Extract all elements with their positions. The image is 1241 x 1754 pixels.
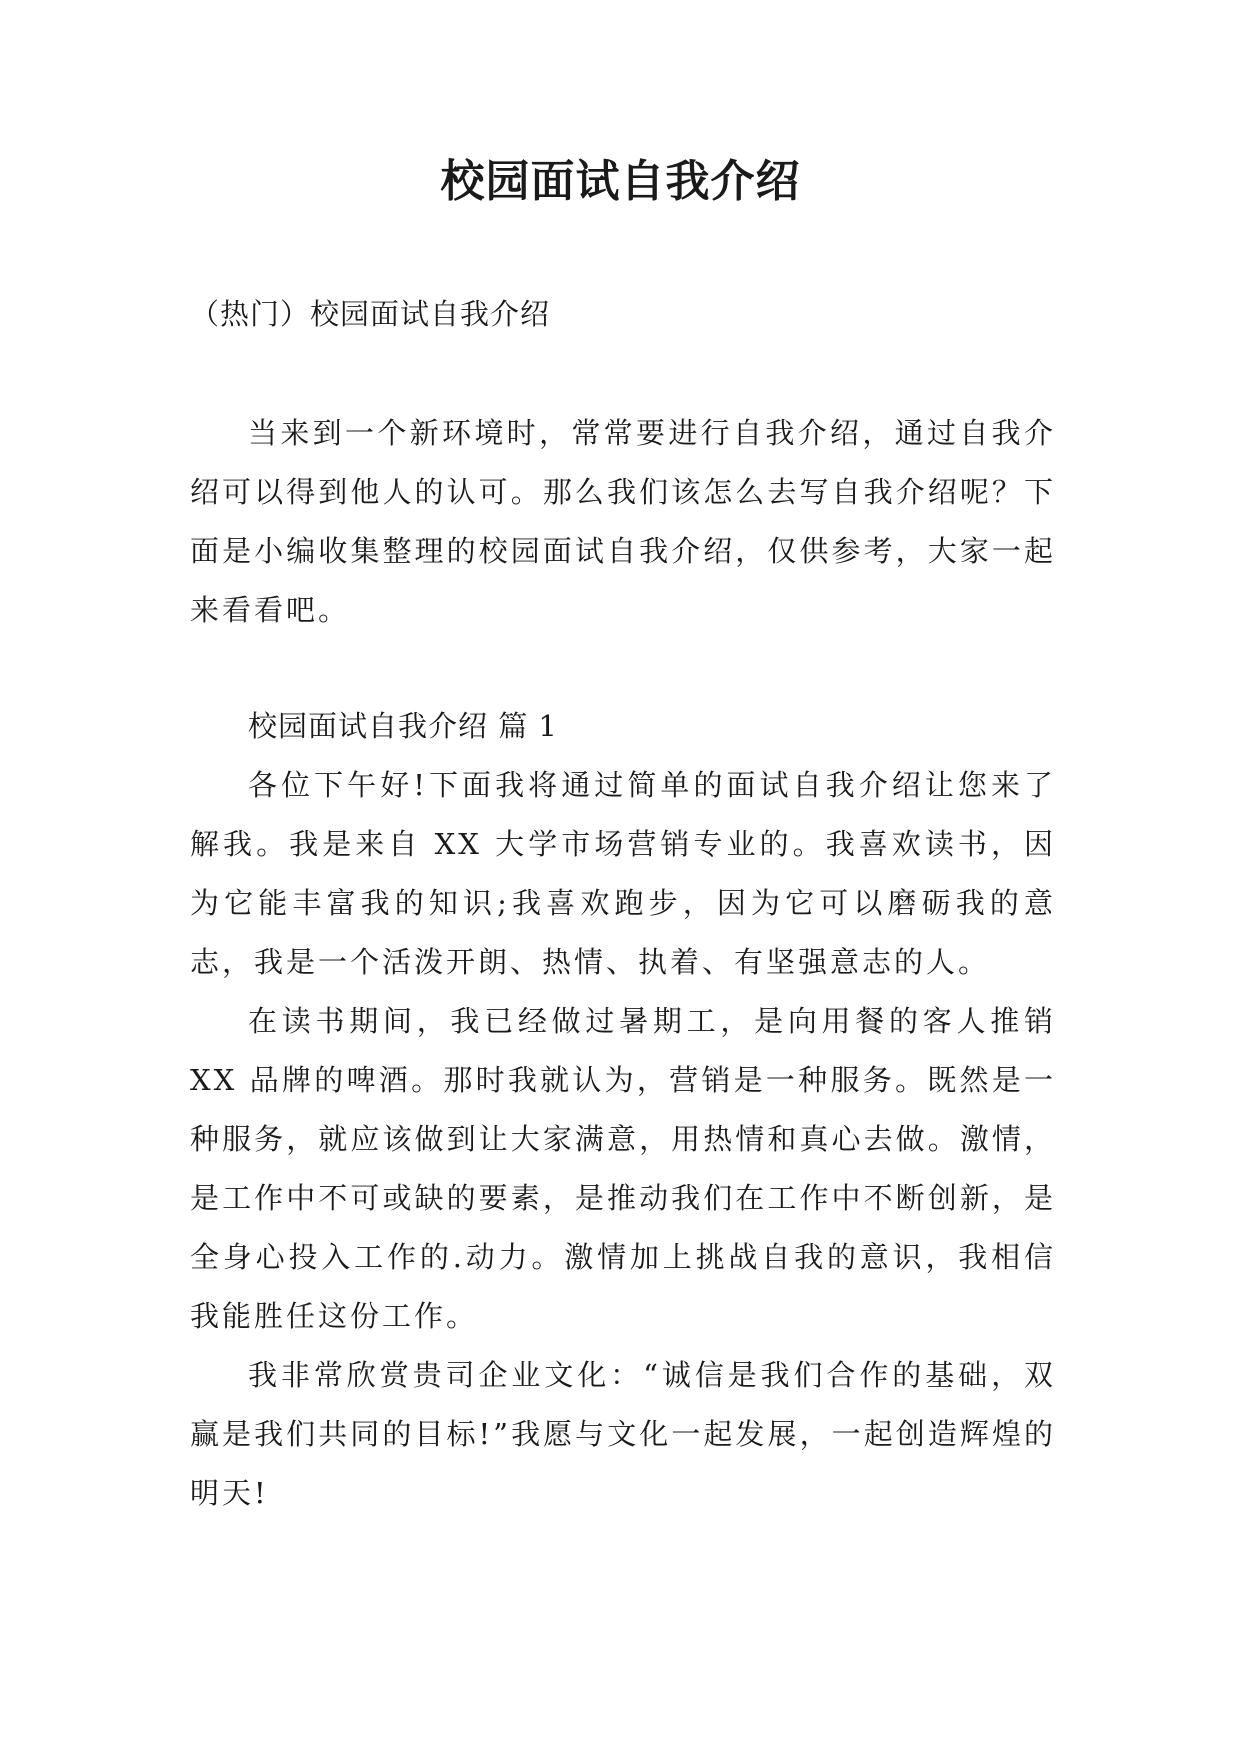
section-heading: 校园面试自我介绍 篇 1	[248, 709, 558, 743]
document-subtitle: （热门）校园面试自我介绍	[190, 297, 551, 331]
body-paragraph-2: 在读书期间，我已经做过暑期工，是向用餐的客人推销 XX 品牌的啤酒。那时我就认为，营销是一种服务。既然是一种服务，就应该做到让大家满意，用热情和真心去做。激情，是工作中不可或缺的要素，是推动我们在工作中不断创新，是全身心投入工作的.动力。激情加上挑战自我的意识，我相信我能胜任这份工作。	[190, 1004, 1056, 1333]
body-paragraph-1: 各位下午好!下面我将通过简单的面试自我介绍让您来了解我。我是来自 XX 大学市场营销专业的。我喜欢读书，因为它能丰富我的知识;我喜欢跑步，因为它可以磨砺我的意志，我是一个活泼开朗、热情、执着、有坚强意志的人。	[190, 768, 1056, 979]
intro-paragraph: 当来到一个新环境时，常常要进行自我介绍，通过自我介绍可以得到他人的认可。那么我们该怎么去写自我介绍呢？下面是小编收集整理的校园面试自我介绍，仅供参考，大家一起来看看吧。	[190, 416, 1056, 627]
body-paragraph-3: 我非常欣赏贵司企业文化：“诚信是我们合作的基础，双赢是我们共同的目标!”我愿与文化一起发展，一起创造辉煌的明天!	[190, 1358, 1056, 1510]
document-title: 校园面试自我介绍	[440, 156, 801, 207]
